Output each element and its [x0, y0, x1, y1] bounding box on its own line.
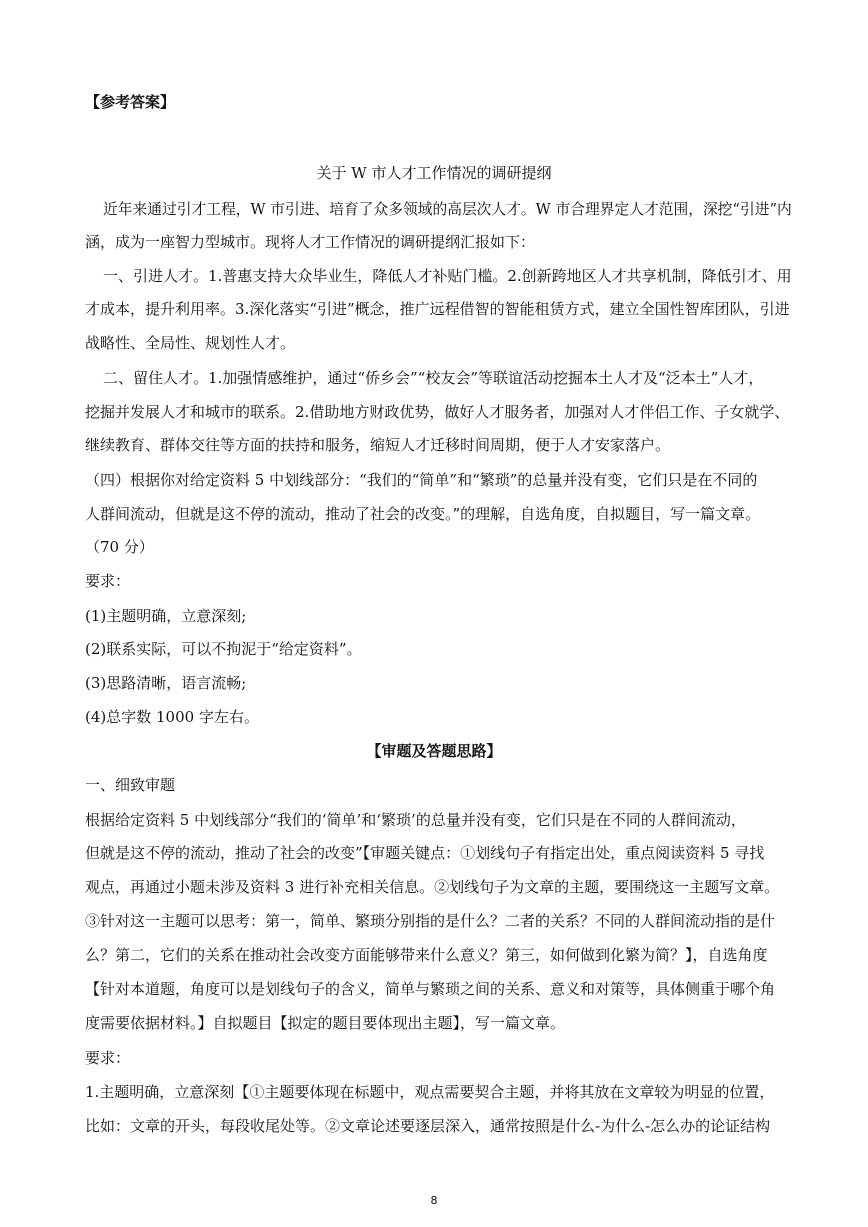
- requirement-item: (2)联系实际，可以不拘泥于“给定资料”。: [85, 640, 362, 658]
- intro-line: 涵，成为一座智力型城市。现将人才工作情况的调研提纲汇报如下：: [85, 233, 536, 251]
- analysis-line: 么？第二，它们的关系在推动社会改变方面能够带来什么意义？第三，如何做到化繁为简？】，自选角度: [85, 946, 768, 964]
- requirement-item: (4)总字数 1000 字左右。: [85, 708, 259, 726]
- requirement-item: (3)思路清晰，语言流畅;: [85, 674, 247, 692]
- requirements-label: 要求：: [85, 1049, 131, 1067]
- analysis-line: 观点，再通过小题未涉及资料 3 进行补充相关信息。②划线句子为文章的主题，要围绕这一主题写文章。: [85, 878, 780, 896]
- page-number: 8: [430, 1194, 438, 1207]
- point2-line: 二、留住人才。1.加强情感维护，通过“侨乡会”“校友会”等联谊活动挖掘本土人才及“泛本土”人才，: [103, 369, 764, 387]
- requirement-detail-line: 1.主题明确，立意深刻【①主题要体现在标题中，观点需要契合主题，并将其放在文章较为明显的位置，: [85, 1083, 775, 1101]
- analysis-line: 根据给定资料 5 中划线部分“我们的‘简单’和‘繁琐’的总量并没有变，它们只是在不同的人群间流动，: [85, 811, 746, 829]
- analysis-line: 但就是这不停的流动，推动了社会的改变”【审题关键点：①划线句子有指定出处，重点阅读资料 5 寻找: [85, 844, 765, 862]
- analysis-line: 【针对本道题，角度可以是划线句子的含义，简单与繁琐之间的关系、意义和对策等，具体侧重于哪个角: [85, 980, 776, 998]
- question4-line: （70 分）: [85, 538, 154, 556]
- question4-line: 人群间流动，但就是这不停的流动，推动了社会的改变。”的理解，自选角度，自拟题目，写一篇文章。: [85, 505, 761, 523]
- intro-line: 近年来通过引才工程，W 市引进、培育了众多领域的高层次人才。W 市合理界定人才范围，深挖“引进”内: [103, 200, 792, 218]
- point1-line: 才成本，提升利用率。3.深化落实“引进”概念，推广远程借智的智能租赁方式，建立全国性智库团队，引进: [85, 300, 790, 318]
- reference-answer-heading: 【参考答案】: [85, 93, 176, 111]
- requirement-item: (1)主题明确，立意深刻;: [85, 607, 247, 625]
- point2-line: 挖掘并发展人才和城市的联系。2.借助地方财政优势，做好人才服务者，加强对人才伴侣工作、子女就学、: [85, 403, 790, 421]
- requirements-label: 要求：: [85, 572, 131, 590]
- point1-line: 一、引进人才。1.普惠支持大众毕业生，降低人才补贴门槛。2.创新跨地区人才共享机制，降低引才、用: [103, 267, 792, 285]
- point2-line: 继续教育、群体交往等方面的扶持和服务，缩短人才迁移时间周期，便于人才安家落户。: [85, 436, 671, 454]
- analysis-line: 度需要依据材料。】自拟题目【拟定的题目要体现出主题】，写一篇文章。: [85, 1014, 566, 1032]
- point1-line: 战略性、全局性、规划性人才。: [85, 334, 296, 352]
- question4-line: （四）根据你对给定资料 5 中划线部分：“我们的“简单”和“繁琐”的总量并没有变，它们只是在不同的: [85, 471, 758, 489]
- step-heading: 一、细致审题: [85, 776, 176, 794]
- report-title: 关于 W 市人才工作情况的调研提纲: [316, 164, 552, 182]
- section-title: 【审题及答题思路】: [366, 742, 502, 760]
- requirement-detail-line: 比如：文章的开头，每段收尾处等。②文章论述要逐层深入，通常按照是什么-为什么-怎么办的论证结构: [85, 1117, 771, 1135]
- analysis-line: ③针对这一主题可以思考：第一，简单、繁琐分别指的是什么？二者的关系？不同的人群间流动指的是什: [85, 912, 776, 930]
